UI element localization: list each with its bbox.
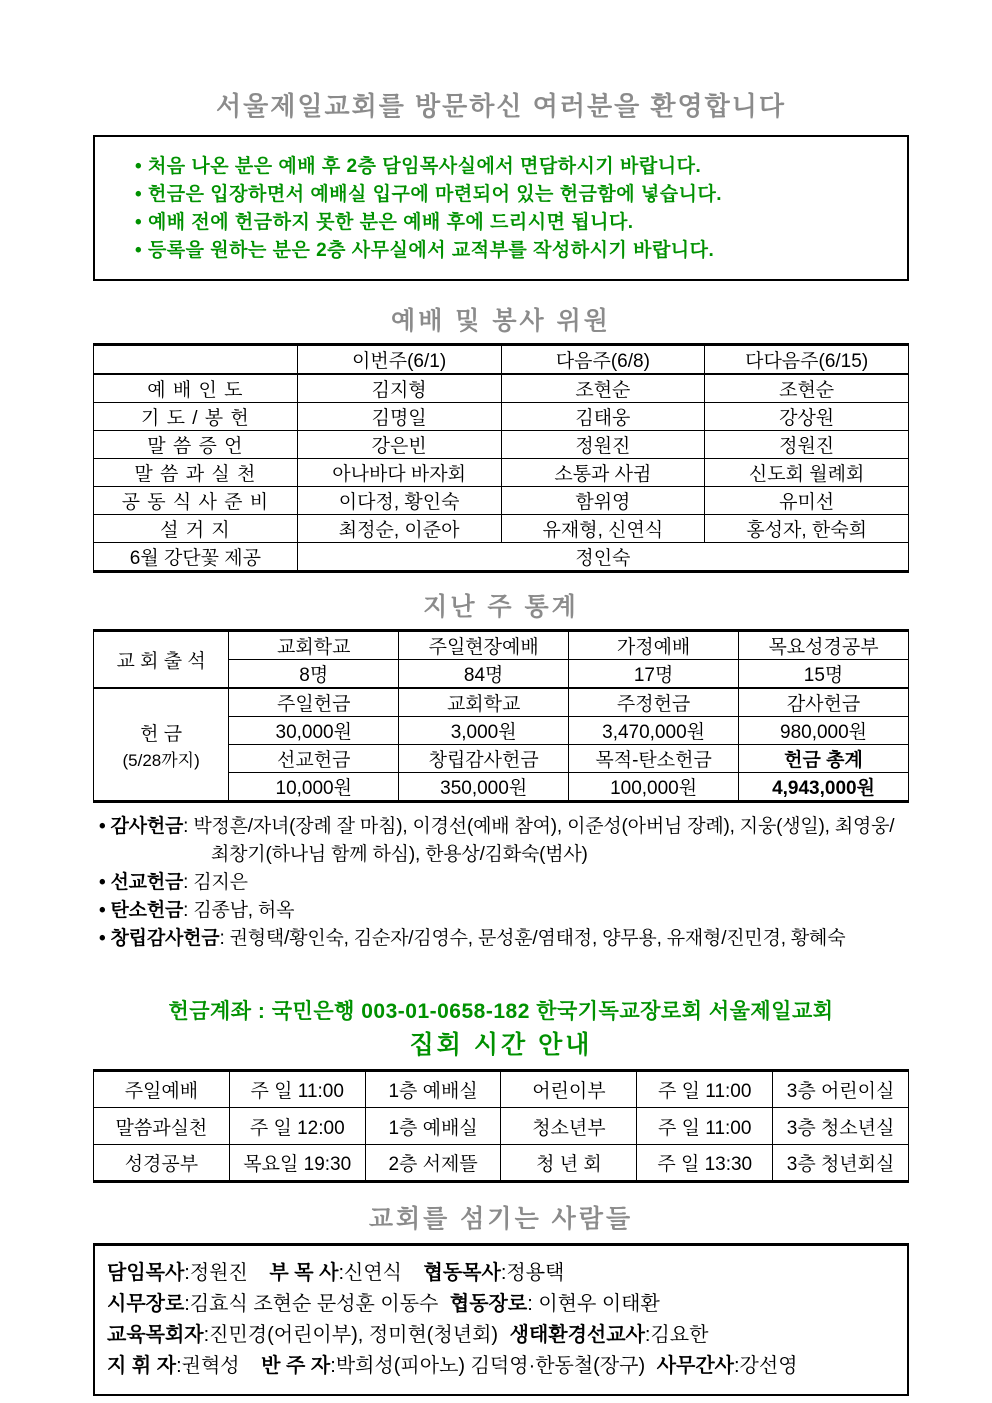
- bullet-icon: •: [99, 900, 111, 921]
- bullet-icon: •: [99, 816, 111, 837]
- cell: 주정헌금: [569, 688, 739, 717]
- cell: 아나바다 바자회: [297, 459, 501, 487]
- note-text: : 김지은: [183, 872, 248, 893]
- staff-role: 담임목사: [107, 1262, 185, 1284]
- note-label: 감사헌금: [110, 816, 184, 837]
- table-row: [94, 1145, 909, 1182]
- note-label: 창립감사헌금: [110, 928, 220, 949]
- cell: 함위영: [501, 487, 705, 515]
- table-row: [94, 487, 909, 515]
- header-cell: 다음주(6/8): [501, 345, 705, 375]
- staff-role: 교육목회자: [107, 1324, 204, 1346]
- cell: 유재형, 신연식: [501, 515, 705, 543]
- staff-role: 지 휘 자: [107, 1355, 177, 1377]
- attendance-label: 교 회 출 석: [94, 631, 229, 689]
- staff-name: :권혁성: [176, 1355, 240, 1377]
- table-row: [94, 403, 909, 431]
- staff-line-elders: [107, 1289, 895, 1320]
- cell: 최정순, 이준아: [297, 515, 501, 543]
- cell: 김명일: [297, 403, 501, 431]
- staff-name: :박희성(피아노) 김덕영·한동철(장구): [330, 1355, 646, 1377]
- staff-line-educators: [107, 1320, 895, 1351]
- note-text: : 김종남, 허옥: [183, 900, 295, 921]
- offering-label-main: 헌 금: [140, 723, 183, 745]
- cell: 유미선: [705, 487, 909, 515]
- cell: 주 일 12:00: [229, 1108, 365, 1145]
- cell: 350,000원: [399, 773, 569, 802]
- cell: 김태웅: [501, 403, 705, 431]
- cell: 3층 청소년실: [773, 1108, 909, 1145]
- header-cell-empty: [94, 345, 298, 375]
- offering-account-line: 헌금계좌 : 국민은행 003-01-0658-182 한국기독교장로회 서울제일교회: [168, 1000, 834, 1023]
- cell: 3층 어린이실: [773, 1071, 909, 1108]
- row-label: 예 배 인 도: [94, 374, 298, 403]
- staff-role: 반 주 자: [261, 1355, 331, 1377]
- cell: 청 년 회: [501, 1145, 637, 1182]
- staff-role: 협동목사: [423, 1262, 501, 1284]
- cell: 100,000원: [569, 773, 739, 802]
- cell: 홍성자, 한숙희: [705, 515, 909, 543]
- cell: 10,000원: [229, 773, 399, 802]
- cell: 3,470,000원: [569, 717, 739, 745]
- row-label: 기 도 / 봉 헌: [94, 403, 298, 431]
- staff-role: 협동장로: [449, 1293, 528, 1315]
- offering-label-sub: (5/28까지): [122, 750, 200, 770]
- cell: 소통과 사귐: [501, 459, 705, 487]
- row-label: 설 거 지: [94, 515, 298, 543]
- service-committee-table: [93, 343, 909, 573]
- welcome-item: • 예배 전에 헌금하지 못한 분은 예배 후에 드리시면 됩니다.: [135, 209, 897, 237]
- meeting-times-table: [93, 1069, 909, 1183]
- cell: 조현순: [705, 374, 909, 403]
- table-row: [94, 374, 909, 403]
- cell-merged: 정인숙: [297, 543, 908, 572]
- offering-notes: [93, 813, 909, 953]
- row-label: 말 씀 증 언: [94, 431, 298, 459]
- cell: 84명: [399, 660, 569, 689]
- table-row: [94, 1071, 909, 1108]
- table-row: [94, 515, 909, 543]
- bullet-icon: •: [99, 928, 111, 949]
- cell: 김지형: [297, 374, 501, 403]
- cell: 교회학교: [229, 631, 399, 660]
- cell-total-value: 4,943,000원: [739, 773, 909, 802]
- cell: 3,000원: [399, 717, 569, 745]
- note-carbon-offering: [93, 897, 909, 925]
- cell: 2층 서제뜰: [365, 1145, 501, 1182]
- note-text: : 박정흔/자녀(장례 잘 마침), 이경선(예배 참여), 이준성(아버님 장례), 지웅(생일), 최영웅/최창기(하나님 함께 하심), 한용상/김화숙(범사): [183, 816, 895, 865]
- cell: 목요일 19:30: [229, 1145, 365, 1182]
- cell: 신도회 월례회: [705, 459, 909, 487]
- cell: 주 일 11:00: [229, 1071, 365, 1108]
- staff-name: :정용택: [500, 1262, 565, 1284]
- staff-role: 부 목 사: [269, 1262, 339, 1284]
- staff-name: :김요한: [644, 1324, 709, 1346]
- note-mission-offering: [93, 869, 909, 897]
- staff-name: :신연식: [338, 1262, 402, 1284]
- cell: 8명: [229, 660, 399, 689]
- cell: 주일헌금: [229, 688, 399, 717]
- cell: 1층 예배실: [365, 1071, 501, 1108]
- cell: 1층 예배실: [365, 1108, 501, 1145]
- cell: 교회학교: [399, 688, 569, 717]
- row-label: 6월 강단꽃 제공: [94, 543, 298, 572]
- staff-role: 생태환경선교사: [509, 1324, 645, 1346]
- staff-name: :정원진: [184, 1262, 248, 1284]
- cell-total-label: 헌금 총계: [739, 745, 909, 773]
- cell: 선교헌금: [229, 745, 399, 773]
- table-row: [94, 1108, 909, 1145]
- cell: 가정예배: [569, 631, 739, 660]
- staff-role: 시무장로: [107, 1293, 185, 1315]
- table-row-flower: [94, 543, 909, 572]
- meeting-section-title: 집회 시간 안내: [409, 1031, 593, 1059]
- welcome-item: • 처음 나온 분은 예배 후 2층 담임목사실에서 면담하시기 바랍니다.: [135, 153, 897, 181]
- cell: 주일예배: [94, 1071, 230, 1108]
- cell: 15명: [739, 660, 909, 689]
- cell: 조현순: [501, 374, 705, 403]
- note-label: 탄소헌금: [110, 900, 184, 921]
- staff-name: : 이현우 이태환: [527, 1293, 660, 1315]
- cell: 목적-탄소헌금: [569, 745, 739, 773]
- bulletin-page: [93, 0, 909, 1396]
- cell: 강상원: [705, 403, 909, 431]
- cell: 이다정, 황인숙: [297, 487, 501, 515]
- staff-name: :김효식 조현순 문성훈 이동수: [184, 1293, 439, 1315]
- cell: 청소년부: [501, 1108, 637, 1145]
- page-title: 서울제일교회를 방문하신 여러분을 환영합니다: [216, 91, 786, 121]
- note-anniversary-offering: [93, 925, 909, 953]
- stats-section-title: 지난 주 통계: [423, 593, 579, 621]
- offering-header-row-1: [94, 688, 909, 717]
- note-thanks-offering: [93, 813, 909, 869]
- offering-label: [94, 688, 229, 802]
- cell: 17명: [569, 660, 739, 689]
- note-label: 선교헌금: [110, 872, 184, 893]
- cell: 30,000원: [229, 717, 399, 745]
- cell: 정원진: [501, 431, 705, 459]
- table-row: [94, 431, 909, 459]
- table-header-row: [94, 345, 909, 375]
- attendance-header-row: [94, 631, 909, 660]
- staff-line-pastors: [107, 1258, 895, 1289]
- cell: 주일현장예배: [399, 631, 569, 660]
- staff-name: :강선영: [734, 1355, 798, 1377]
- welcome-item: • 등록을 원하는 분은 2층 사무실에서 교적부를 작성하시기 바랍니다.: [135, 237, 897, 265]
- cell: 목요성경공부: [739, 631, 909, 660]
- staff-line-music: [107, 1351, 895, 1382]
- header-cell: 이번주(6/1): [297, 345, 501, 375]
- header-cell: 다다음주(6/15): [705, 345, 909, 375]
- row-label: 말 씀 과 실 천: [94, 459, 298, 487]
- staff-section-title: 교회를 섬기는 사람들: [368, 1205, 634, 1233]
- cell: 성경공부: [94, 1145, 230, 1182]
- weekly-stats-table: [93, 629, 909, 803]
- cell: 980,000원: [739, 717, 909, 745]
- row-label: 공 동 식 사 준 비: [94, 487, 298, 515]
- bullet-icon: •: [99, 872, 111, 893]
- welcome-item: • 헌금은 입장하면서 예배실 입구에 마련되어 있는 헌금함에 넣습니다.: [135, 181, 897, 209]
- cell: 3층 청년회실: [773, 1145, 909, 1182]
- cell: 감사헌금: [739, 688, 909, 717]
- table-row: [94, 459, 909, 487]
- note-text: : 권형택/황인숙, 김순자/김영수, 문성훈/염태정, 양무용, 유재형/진민경, 황혜숙: [219, 928, 846, 949]
- cell: 창립감사헌금: [399, 745, 569, 773]
- cell: 주 일 13:30: [637, 1145, 773, 1182]
- staff-box: [93, 1243, 909, 1396]
- cell: 어린이부: [501, 1071, 637, 1108]
- cell: 정원진: [705, 431, 909, 459]
- cell: 주 일 11:00: [637, 1108, 773, 1145]
- welcome-notice-box: [93, 135, 909, 281]
- service-section-title: 예배 및 봉사 위원: [391, 307, 611, 335]
- cell: 주 일 11:00: [637, 1071, 773, 1108]
- staff-name: :진민경(어린이부), 정미현(청년회): [203, 1324, 499, 1346]
- cell: 말씀과실천: [94, 1108, 230, 1145]
- cell: 강은빈: [297, 431, 501, 459]
- staff-role: 사무간사: [656, 1355, 734, 1377]
